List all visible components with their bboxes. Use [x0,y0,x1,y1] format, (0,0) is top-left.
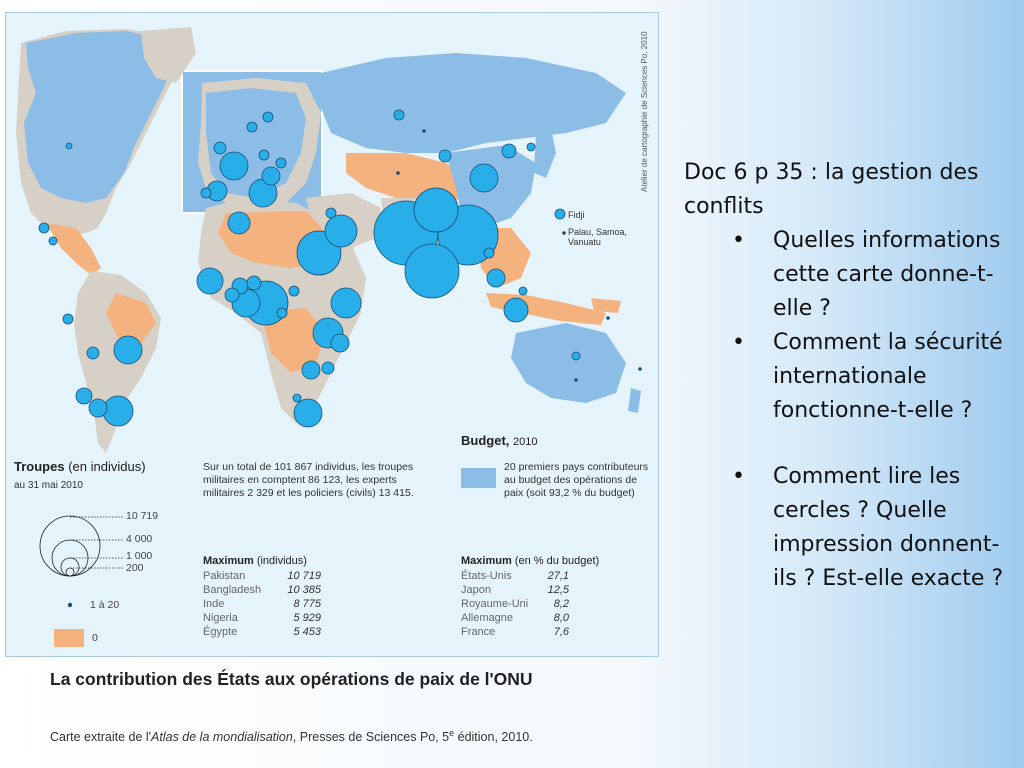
table-row: Nigeria 5 929 [203,612,321,624]
circle-senegal [197,268,223,294]
map-caption-title: La contribution des États aux opérations de paix de l'ONU [50,669,533,689]
land-australia [511,323,626,403]
budget-desc: 20 premiers pays contributeurs au budget des opérations de paix (soit 93,2 % du budget) [504,461,649,499]
scale-circle-10719 [40,516,100,576]
circle-namibia [293,394,301,402]
dot-misc-3 [574,378,578,382]
map-frame [5,12,659,657]
circle-indonesia [487,269,505,287]
circle-morocco [228,212,250,234]
circle-bolivia [87,347,99,359]
circle-austria [276,158,286,168]
table-row: Bangladesh 10 385 [203,584,321,596]
scale-circle-200 [66,568,74,576]
label-palau: Palau, Samoa, Vanuatu [568,227,628,247]
table-row: Japon 12,5 [461,584,569,596]
table-row: Inde 8 775 [203,598,321,610]
scale-label-10719: 10 719 [126,510,159,522]
circle-usa [39,223,49,233]
land-japan [534,128,556,178]
table-row: France 7,6 [461,626,569,638]
question-list [684,224,1014,596]
circle-norway [247,122,257,132]
circle-australia [572,352,580,360]
troops-max-table [203,570,321,640]
zero-label: 0 [92,632,98,644]
circle-philippines [519,287,527,295]
budget-max-table [461,570,569,640]
table-row: Allemagne 8,0 [461,612,569,624]
circle-india [405,244,459,298]
circle-cameroon [277,308,287,318]
table-row: États-Unis 27,1 [461,570,569,582]
circle-sweden [263,112,273,122]
circle-ireland [214,142,226,154]
dot-misc-2 [422,129,426,133]
circle-japan [527,143,535,151]
circle-nepal [414,188,458,232]
circle-portugal [201,188,211,198]
label-fidji: Fidji [568,210,585,220]
circle-south-africa [294,399,322,427]
scale-label-1000: 1 000 [126,550,153,562]
budget-swatch [461,468,496,488]
scale-circles [40,516,100,576]
circle-turkey [326,208,336,218]
circle-peru [63,314,73,324]
circle-poland [262,167,280,185]
map-credit: Atelier de cartographie de Sciences Po, 2010 [640,31,649,192]
scale-dot-1-20 [68,603,72,607]
circle-argentina [89,399,107,417]
question-item: • Comment lire les cercles ? Quelle impression donnent-ils ? Est-elle exacte ? [732,460,1014,596]
dot-samoa [606,316,610,320]
circle-chad [289,286,299,296]
troops-max-title: Maximum (individus) [203,555,307,567]
scale-label-200: 200 [126,562,144,574]
circle-brazil [114,336,142,364]
circle-burkina [225,288,239,302]
land-central-america [46,223,101,275]
land-png [591,298,621,313]
circle-kenya [331,334,349,352]
dot-misc-1 [396,171,400,175]
circle-malaysia [504,298,528,322]
table-row: Royaume-Uni 8,2 [461,598,569,610]
troops-date: au 31 mai 2010 [14,480,83,491]
scale-circle-1000 [61,558,79,576]
circle-tanzania [302,361,320,379]
slide-heading: Doc 6 p 35 : la gestion des conflits [684,160,979,219]
circle-germany [259,150,269,160]
circle-jordan [325,215,357,247]
dot-palau [562,231,566,235]
troops-summary: Sur un total de 101 867 individus, les troupes militaires en comptent 86 123, les experts militaires 2 329 et les policiers (civils) 13 415. [203,461,414,499]
circle-thailand [484,248,494,258]
circle-korea [502,144,516,158]
slide-text [684,156,1014,596]
table-row: Égypte 5 453 [203,626,321,638]
circle-uruguay [103,396,133,426]
scale-label-4000: 4 000 [126,533,153,545]
table-row: Pakistan 10 719 [203,570,321,582]
circle-rwanda [331,288,361,318]
circle-france [220,152,248,180]
zero-swatch [54,629,84,647]
budget-max-title: Maximum (en % du budget) [461,555,600,567]
circle-togo [247,276,261,290]
small-dot-label: 1 à 20 [90,599,120,611]
question-item: • Quelles informations cette carte donne-t-elle ? [732,224,1014,326]
dot-vanuatu [638,367,642,371]
circle-china [470,164,498,192]
circle-mongolia [439,150,451,162]
circle-fiji [555,209,565,219]
map-caption-source: Carte extraite de l'Atlas de la mondialisation, Presses de Sciences Po, 5e édition, 2010. [50,728,533,745]
circle-russia [394,110,404,120]
circle-canada [66,143,72,149]
circle-chile [76,388,92,404]
circle-zambia [322,362,334,374]
question-item: • Comment la sécurité internationale fonctionne-t-elle ? [732,326,1014,428]
troops-legend-title: Troupes (en individus) [14,459,146,474]
budget-legend-title: Budget, 2010 [461,433,538,448]
land-new-zealand [628,388,641,413]
circle-guatemala [49,237,57,245]
land-russia [321,53,626,153]
